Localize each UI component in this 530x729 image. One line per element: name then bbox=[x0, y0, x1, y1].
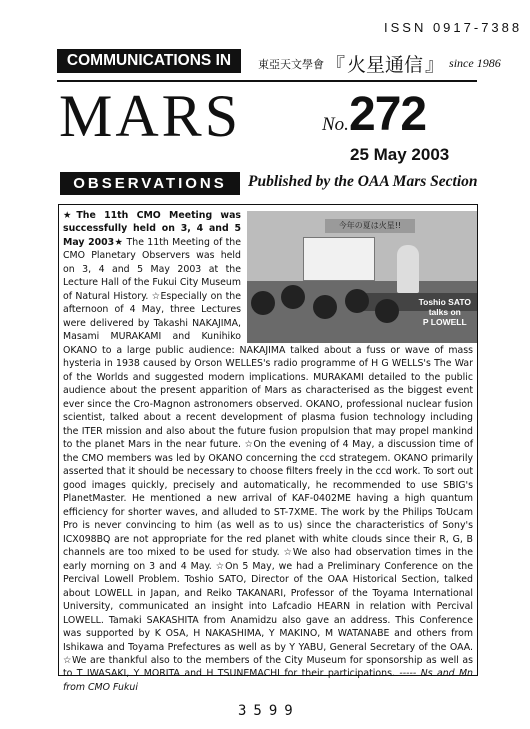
section-subtitle: Published by the OAA Mars Section bbox=[248, 173, 478, 190]
communications-in-banner: COMMUNICATIONS IN bbox=[57, 49, 241, 73]
since-year: since 1986 bbox=[449, 56, 501, 70]
article-signature: ----- Ns and Mn from CMO Fukui bbox=[63, 668, 473, 693]
photo-caption-line: talks on bbox=[428, 307, 461, 317]
audience-head bbox=[375, 299, 399, 323]
page-number: 3599 bbox=[238, 703, 300, 719]
photo-screen bbox=[303, 237, 375, 281]
header-rule bbox=[57, 80, 477, 82]
jp-publication-name: 火星通信 bbox=[347, 54, 424, 76]
photo-caption bbox=[419, 297, 471, 327]
meeting-photo bbox=[247, 211, 477, 343]
issue-date: 25 May 2003 bbox=[350, 145, 450, 164]
issue-number: 272 bbox=[349, 88, 427, 141]
jp-org-name: 東亞天文學會 bbox=[258, 57, 324, 71]
observations-banner: OBSERVATIONS bbox=[60, 172, 240, 195]
photo-audience bbox=[247, 285, 407, 343]
audience-head bbox=[281, 285, 305, 309]
mars-masthead: MARS bbox=[59, 83, 242, 149]
photo-caption-line: Toshio SATO bbox=[418, 297, 471, 307]
issn-number: ISSN 0917-7388 bbox=[384, 20, 523, 35]
japanese-title bbox=[258, 50, 501, 77]
article-box bbox=[58, 204, 478, 693]
article-headline: ★The 11th CMO Meeting was successfully held on 3, 4 and 5 May 2003★ bbox=[63, 210, 241, 248]
audience-head bbox=[251, 291, 275, 315]
photo-caption-line: P LOWELL bbox=[422, 317, 467, 327]
photo-banner: 今年の夏は火星!! bbox=[325, 219, 415, 233]
audience-head bbox=[345, 289, 369, 313]
jp-bracket-open: 『 bbox=[326, 54, 346, 76]
issue-number-label: No. bbox=[322, 114, 349, 135]
article-text bbox=[63, 209, 473, 694]
audience-head bbox=[313, 295, 337, 319]
jp-bracket-close: 』 bbox=[425, 54, 445, 76]
article-body: The 11th Meeting of the CMO Planetary Observers was held on 3, 4 and 5 May 2003 at the Lecture Hall of the Fukui City Museum of Natural History. ☆Especially on the afternoon of 4 May, three Lectures were delivered by Takashi NAKAJIMA, Masami MURAKAMI and Kunihiko OKANO to a large public audience: NAKAJIMA talked about a fuss or wave of mass hysteria in 1938 caused by Orson WELLES's radio programme of H G WELLS's The War of the Worlds and suggested modern implications. MURAKAMI detailed to the public audience about the present apparition of Mars as characterised as the biggest event ever since the Cro-Magnon astronomers observed. OKANO, professional nuclear fusion scientist, talked about a recent development of plasma fusion technology including the ITER mission and also about the future fusion propulsion that may propel mankind to the planet Mars in the near future. ☆On the evening of 4 May, a discussion time of the CMO members was led by OKANO concerning the ccd strategem. OKANO primarily asserted that it should be necessary to choose filters freely in the ccd work. To sort out good images quickly, precisely and automatically, he recommended to use SBIG's PlanetMaster. He mentioned a new arrival of KAF-0402ME having a high quantum efficiency for shorter waves, and alluded to ST-7XME. The work by the Philips ToUcam Pro is never convincing to him (as well as to us) since the characteristics of Sony's ICX098BQ are not appropriate for the red planet with white clouds since their R, G, B channels are too mixed to be used for study. ☆We also had observation times in the early morning on 3 and 4 May. ☆On 5 May, we had a Preliminary Conference on the Percival Lowell Problem. Toshio SATO, Director of the OAA Historical Section, talked about LOWELL in Japan, and Reiko TAKANARI, Professor of the Toyama International University, communicated an insight into Lafcadio HEARN in relation with Percival LOWELL. Tamaki SAKASHITA from Anamidzu also gave an address. This Conference was supported by K OSA, H NAKASHIMA, Y MAKINO, M WATANABE and others from Ishikawa and Toyama Prefectures as well as by Y YABU, General Secretary of the OAA. ☆We are thankful also to the members of the City Museum for sponsorship as well as to T IWASAKI, Y MORITA and H TSUNEMACHI for their participations. bbox=[63, 236, 473, 680]
